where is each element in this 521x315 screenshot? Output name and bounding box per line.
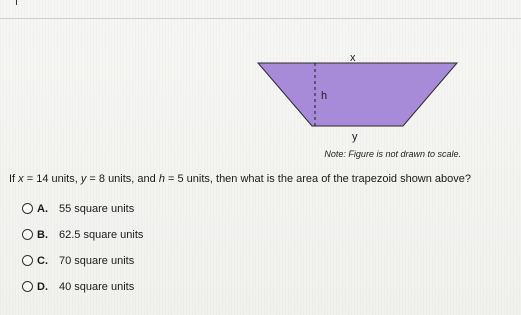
choice-b[interactable] [22, 223, 422, 246]
question-prefix: If [9, 173, 19, 185]
label-h: h [321, 90, 328, 102]
question-y-value: = 8 units, and [86, 173, 159, 185]
radio-button-icon[interactable] [22, 281, 33, 292]
trapezoid-shape [258, 63, 457, 126]
radio-button-icon[interactable] [22, 203, 33, 214]
choice-letter: A. [37, 202, 48, 215]
corner-tick-mark [16, 0, 17, 5]
label-y: y [352, 131, 358, 143]
question-h-value: = 5 units, then what is the area of the trapezoid shown above? [164, 173, 472, 185]
choice-letter: D. [37, 280, 48, 293]
question-x-value: = 14 units, [23, 173, 81, 185]
figure-note: Note: Figure is not drawn to scale. [324, 149, 461, 159]
choice-text: 40 square units [59, 280, 135, 293]
choice-c[interactable] [22, 249, 422, 272]
choice-letter: C. [37, 254, 48, 267]
radio-button-icon[interactable] [22, 229, 33, 240]
question-h-variable: h [158, 173, 165, 185]
question-y-variable: y [80, 173, 87, 185]
label-x: x [350, 52, 356, 64]
choice-a[interactable] [22, 197, 422, 220]
choice-text: 70 square units [59, 254, 135, 267]
radio-button-icon[interactable] [22, 255, 33, 266]
choice-text: 62.5 square units [59, 228, 144, 241]
trapezoid-figure [250, 52, 465, 144]
choice-d[interactable] [22, 275, 422, 298]
question-text [9, 173, 471, 185]
question-x-variable: x [18, 173, 24, 185]
top-divider [0, 18, 521, 19]
answer-choices [22, 197, 422, 301]
choice-letter: B. [37, 228, 48, 241]
choice-text: 55 square units [59, 202, 135, 215]
